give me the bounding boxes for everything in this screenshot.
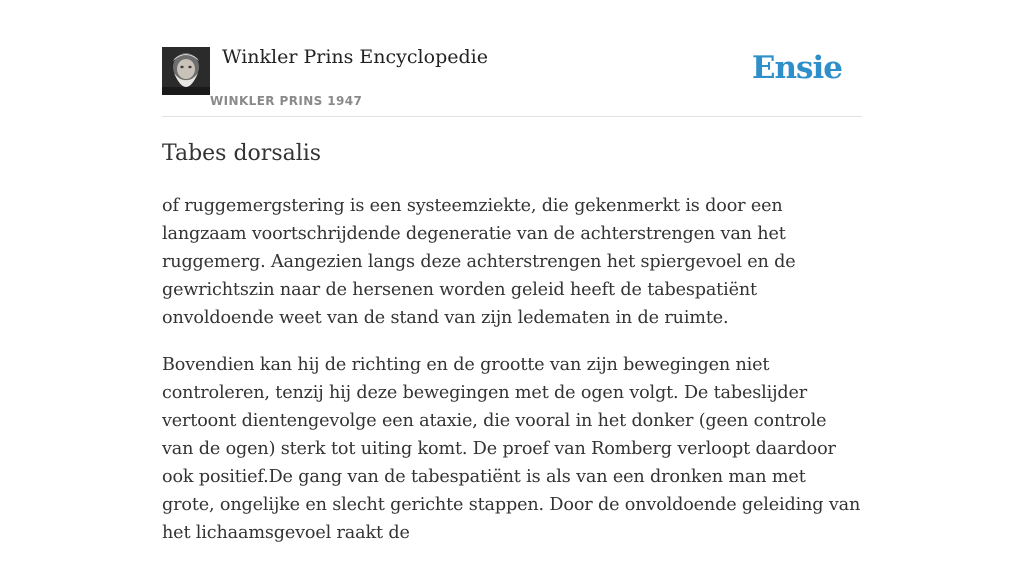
avatar[interactable] <box>162 47 210 95</box>
header <box>162 0 862 117</box>
article-container <box>162 0 862 543</box>
source-label[interactable]: WINKLER PRINS 1947 <box>210 94 363 108</box>
site-name[interactable]: Winkler Prins Encyclopedie <box>222 46 488 68</box>
ensie-logo-link[interactable]: Ensie <box>751 50 842 86</box>
article-body <box>162 192 862 566</box>
article-paragraph: of ruggemergstering is een systeemziekte, die gekenmerkt is door een langzaam voortschrijdende degeneratie van de achterstrengen van het ruggemerg. Aangezien langs deze achterstrengen het spiergevoel en de gewrichtszin naar de hersenen worden geleid heeft de tabespatiënt onvoldoende weet van de stand van zijn ledematen in de ruimte. <box>162 196 796 328</box>
bearded-man-portrait-icon <box>162 47 210 95</box>
article-paragraph: Bovendien kan hij de richting en de grootte van zijn bewegingen niet controleren, tenzij hij deze bewegingen met de ogen volgt. De tabeslijder vertoont dientengevolge een ataxie, die vooral in het donker (geen controle van de ogen) sterk tot uiting komt. De proef van Romberg verloopt daardoor ook positief.De gang van de tabespatiënt is als van een dronken man met grote, ongelijke en slecht gerichte stappen. Door de onvoldoende geleiding van het lichaamsgevoel raakt de <box>162 355 861 543</box>
article-title: Tabes dorsalis <box>162 141 322 166</box>
